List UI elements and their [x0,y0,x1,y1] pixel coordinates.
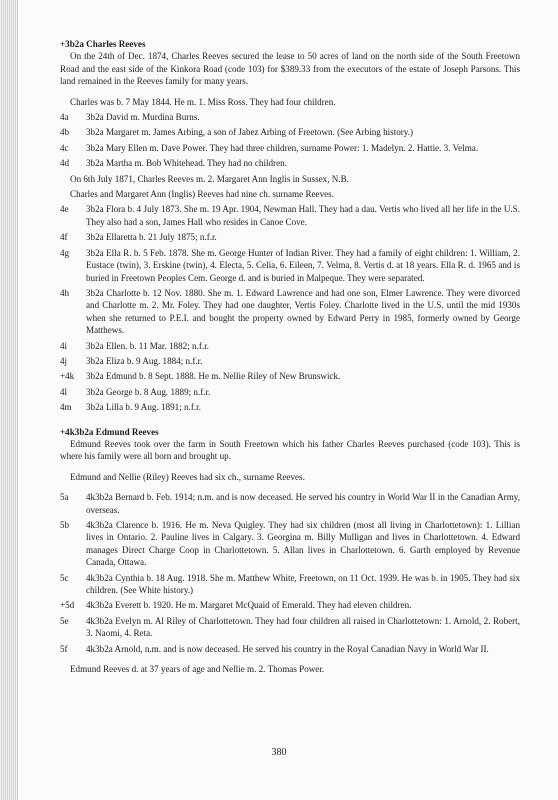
entry-text: 3b2a Martha m. Bob Whitehead. They had no children. [86,158,287,169]
child-entry [60,401,520,413]
closing-paragraph: Edmund Reeves d. at 37 years of age and Nellie m. 2. Thomas Power. [70,664,325,675]
child-entry [60,203,520,228]
entry-text: 4k3b2a Cynthia b. 18 Aug. 1918. She m. Matthew White, Freetown, on 11 Oct. 1939. He was b. in 1905. They had six children. (See White history.) [86,572,520,596]
child-entry [60,247,520,284]
entry-code: 4i [60,340,68,351]
charles-birth-paragraph: Charles was b. 7 May 1844. He m. 1. Miss Ross. They had four children. [70,96,336,107]
nine-children-paragraph: Charles and Margaret Ann (Inglis) Reeves had nine ch. surname Reeves. [70,189,334,200]
entry-text: 4k3b2a Arnold, n.m. and is now deceased. He served his country in the Royal Canadian Navy in World War II. [86,643,489,654]
entry-text: 3b2a Ella R. b. 5 Feb. 1878. She m. George Hunter of Indian River. They had a family of eight children: 1. William, 2. Eustace (twin), 3. Erskine (twin), 4. Electa, 5. Celia, 6. Eileen, 7. Velma, 8. Vertis d. at 18 years. Ella R. d. 1965 and is buried in Freetown Peoples Cem. George d. and is buried in Malpeque. They were separated. [86,247,520,283]
entry-code: 4g [60,247,70,258]
remarriage-paragraph: On 6th July 1871, Charles Reeves m. 2. Margaret Ann Inglis in Sussex, N.B. [70,173,349,184]
entry-code: 4h [60,287,70,298]
entry-code: +4k [60,371,75,382]
section-heading-charles-reeves: +3b2a Charles Reeves [60,39,146,49]
entry-code: +5d [60,600,75,611]
page-content [60,38,520,678]
child-entry [60,355,520,367]
entry-text: 3b2a Ellaretta b. 21 July 1875; n.f.r. [86,232,217,243]
entry-code: 5c [60,572,69,583]
entry-text: 3b2a Charlotte b. 12 Nov. 1880. She m. 1. Edward Lawrence and had one son, Elmer Lawrence. They were divorced and Charlotte m. 2. Mr. Foley. They had one daughter, Vertis Foley. Charlotte lived in the U.S. until the mid 1930s when she returned to P.E.I. and bought the property owned by Edward Perry in 1985, formerly owned by George Matthews. [86,287,520,336]
entry-text: 3b2a David m. Murdina Burns. [86,112,200,123]
entry-text: 3b2a Mary Ellen m. Dave Power. They had three children, surname Power: 1. Madelyn. 2. Hattie. 3. Velma. [86,142,479,153]
child-entry [60,231,520,243]
child-entry [60,111,520,123]
entry-text: 3b2a Margaret m. James Arbing, a son of Jabez Arbing of Freetown. (See Arbing history.) [86,127,414,138]
page-number: 380 [271,747,287,758]
entry-code: 5a [60,492,69,503]
child-entry [60,615,520,640]
entry-code: 5b [60,520,70,530]
entry-code: 4d [60,158,70,169]
entry-text: 3b2a Lilla b. 9 Aug. 1891; n.f.r. [86,402,201,413]
child-entry [60,572,520,597]
child-entry [60,643,520,655]
edmund-intro-paragraph: Edmund Reeves took over the farm in South Freetown which his father Charles Reeves purchased (code 103). This is where his family were all born and brought up. [60,438,520,462]
child-entry [60,370,520,382]
entry-text: 4k3b2a Everett b. 1920. He m. Margaret McQuaid of Emerald. They had eleven children. [86,600,412,611]
entry-code: 4c [60,142,69,153]
child-entry [60,142,520,154]
entry-text: 3b2a Eliza b. 9 Aug. 1884; n.f.r. [86,355,203,366]
entry-code: 4a [60,112,69,123]
child-entry [60,287,520,337]
entry-text: 3b2a George b. 8 Aug. 1889; n.f.r. [86,386,211,397]
entry-code: 4m [60,402,72,413]
charles-intro-paragraph: On the 24th of Dec. 1874, Charles Reeves secured the lease to 50 acres of land on the north side of the South Freetown Road and the east side of the Kinkora Road (code 103) for $389.33 from the executors of the estate of Joseph Parsons. This land remained in the Reeves family for many years. [60,51,520,87]
entry-code: 4j [60,355,68,366]
entry-code: 5f [60,643,68,654]
entry-text: 4k3b2a Evelyn m. Al Riley of Charlottetown. They had four children all raised in Charlottetown: 1. Arnold, 2. Robert, 3. Naomi, 4. Reta. [86,615,520,639]
entry-text: 4k3b2a Clarence b. 1916. He m. Neva Quigley. They had six children (most all living in Charlottetown): 1. Lillian lives in Ontario. 2. Pauline lives in Calgary. 3. Georgina m. Billy Mulligan and lives in Charlottetown. 4. Edward manages Direct Charge Coop in Charlottetown. 5. Allan lives in Charlottetown. 6. Garth employed by Revenue Canada, Ottawa. [86,520,520,568]
child-entry [60,386,520,398]
section-heading-edmund-reeves: +4k3b2a Edmund Reeves [60,426,159,437]
entry-text: 3b2a Ellen. b. 11 Mar. 1882; n.f.r. [86,340,209,351]
child-entry [60,157,520,169]
child-entry [60,491,520,516]
entry-code: 4b [60,127,70,138]
entry-text: 3b2a Flora b. 4 July 1873. She m. 19 Apr. 1904, Newman Hall. They had a dau. Vertis who lived all her life in the U.S. They also had a son, James Hall who resides in Canoe Cove. [86,204,520,227]
child-entry [60,126,520,138]
entry-code: 4l [60,386,68,397]
entry-code: 5e [60,615,69,626]
entry-code: 4f [60,232,68,243]
entry-text: 4k3b2a Bernard b. Feb. 1914; n.m. and is now deceased. He served his country in World War II in the Canadian Army, overseas. [86,492,520,515]
entry-text: 3b2a Edmund b. 8 Sept. 1888. He m. Nellie Riley of New Brunswick. [86,371,341,382]
child-entry [60,519,520,569]
child-entry [60,599,520,611]
six-children-paragraph: Edmund and Nellie (Riley) Reeves had six ch., surname Reeves. [70,471,305,482]
child-entry [60,340,520,352]
entry-code: 4e [60,204,69,215]
